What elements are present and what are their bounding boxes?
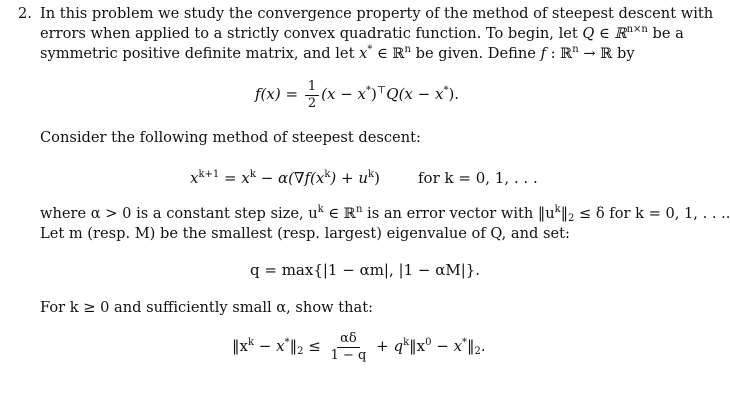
fork-text: For k ≥ 0 and sufficiently small α, show that: xyxy=(40,299,373,316)
math-superscript: k xyxy=(554,204,561,215)
equation-1-content xyxy=(255,80,459,110)
text-segment: where α > 0 is a constant step size, u xyxy=(40,205,318,222)
eq2-part: x xyxy=(190,169,199,187)
text-segment: symmetric positive definite matrix, and let xyxy=(40,45,360,62)
text-segment: be a xyxy=(647,25,684,42)
math-superscript: k xyxy=(324,169,331,180)
math-q-in-r: Q ∈ ℝ xyxy=(582,25,627,42)
eq1-part: (x − x xyxy=(321,85,366,104)
math-superscript: 0 xyxy=(425,337,432,349)
eq1-lhs: f(x) = xyxy=(255,85,303,104)
eq4-part: ≤ xyxy=(303,337,326,356)
where-text xyxy=(40,204,730,226)
consider-text: Consider the following method of steepest descent: xyxy=(40,129,421,146)
math-superscript: k xyxy=(247,337,255,349)
eq4-part: − x xyxy=(254,337,285,356)
math-superscript: k xyxy=(317,204,324,215)
math-superscript: * xyxy=(284,337,290,349)
eq4-part: . xyxy=(480,337,486,356)
text-segment: be given. Define xyxy=(410,45,541,62)
math-subscript: 2 xyxy=(568,213,575,224)
fraction-denominator: 1 − q xyxy=(330,347,367,363)
intro-text-line-3 xyxy=(40,44,635,66)
math-colon-r: : ℝ xyxy=(545,45,573,62)
math-superscript: n×n xyxy=(626,24,648,35)
text-segment: ‖ xyxy=(560,205,568,222)
equation-4-content xyxy=(232,332,486,362)
math-subscript: 2 xyxy=(474,346,481,358)
equation-1 xyxy=(0,80,700,114)
text-segment: ∈ ℝ xyxy=(323,205,356,222)
fraction-denominator: 2 xyxy=(307,95,317,111)
math-superscript: n xyxy=(355,204,363,215)
math-superscript: * xyxy=(443,85,449,97)
fraction-one-half xyxy=(305,80,319,110)
math-superscript: ⊤ xyxy=(376,85,387,97)
equation-3-content: q = max{|1 − αm|, |1 − αM|}. xyxy=(250,261,481,279)
eq1-part: ). xyxy=(448,85,460,104)
text-segment: ≤ δ for k = 0, 1, . . .. xyxy=(574,205,730,222)
math-superscript: * xyxy=(462,337,468,349)
eq2-part: = x xyxy=(219,169,250,187)
math-f: f xyxy=(540,45,546,62)
fraction-alpha-delta xyxy=(328,332,370,362)
math-in-r: ∈ ℝ xyxy=(372,45,405,62)
math-superscript: n xyxy=(572,44,579,55)
let-text: Let m (resp. M) be the smallest (resp. largest) eigenvalue of Q, and set: xyxy=(40,225,570,242)
math-superscript: k xyxy=(403,337,410,349)
text-segment: → ℝ by xyxy=(578,45,635,62)
eq2-part: − α(∇f(x xyxy=(255,169,325,187)
fraction-numerator: 1 xyxy=(305,80,319,96)
eq4-part: ‖x xyxy=(232,337,248,356)
intro-text-line-2 xyxy=(40,24,684,46)
math-superscript: * xyxy=(367,44,373,55)
eq2-part: ) + u xyxy=(330,169,369,187)
math-superscript: k xyxy=(368,169,375,180)
math-superscript: k xyxy=(249,169,256,180)
math-superscript: k+1 xyxy=(198,169,220,180)
equation-4 xyxy=(0,332,700,372)
eq4-part: − x xyxy=(431,337,463,356)
math-subscript: 2 xyxy=(297,346,304,358)
text-segment: is an error vector with ‖u xyxy=(362,205,555,222)
equation-2-content xyxy=(190,168,380,191)
intro-text-line-1: In this problem we study the convergence property of the method of steepest descent with xyxy=(40,5,714,22)
eq2-part: ) xyxy=(374,169,380,187)
text-segment: errors when applied to a strictly convex quadratic function. To begin, let xyxy=(40,25,583,42)
eq2-condition: for k = 0, 1, . . . xyxy=(418,169,538,187)
eq1-part: ) xyxy=(371,85,377,104)
math-superscript: n xyxy=(404,44,411,55)
math-x: x xyxy=(359,45,368,62)
problem-number: 2. xyxy=(18,5,32,22)
eq4-part: ‖ xyxy=(289,337,298,356)
eq4-part: ‖x xyxy=(409,337,426,356)
eq4-part: + q xyxy=(371,337,404,356)
eq1-part: Q(x − x xyxy=(386,85,444,104)
eq4-part: ‖ xyxy=(467,337,475,356)
math-superscript: * xyxy=(366,85,371,97)
fraction-numerator: αδ xyxy=(337,332,360,348)
